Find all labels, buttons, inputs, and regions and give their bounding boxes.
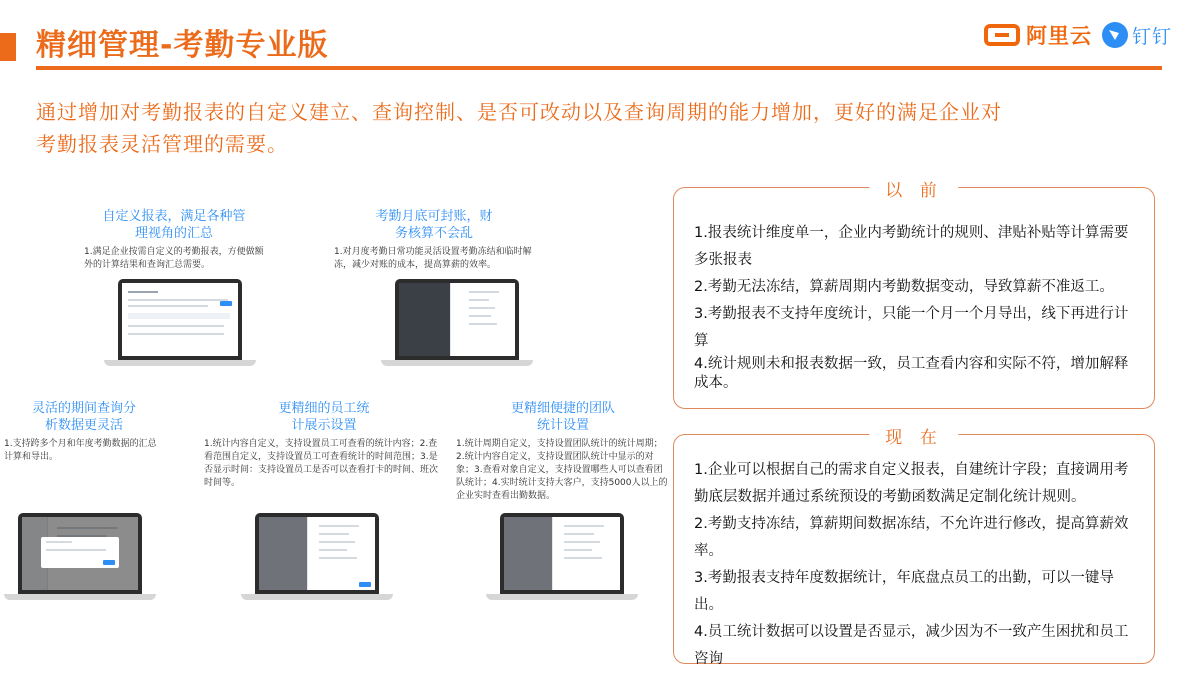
feature-period-query <box>4 400 164 464</box>
laptop-screenshot-report <box>118 279 242 366</box>
feature-desc: 1.对月度考勤日常功能灵活设置考勤冻结和临时解冻，减少对账的成本，提高算薪的效率。 <box>334 247 532 270</box>
now-item: 1.企业可以根据自己的需求自定义报表，自建统计字段；直接调用考勤底层数据并通过系统预设的考勤函数满足定制化统计规则。 <box>694 462 1129 505</box>
before-panel <box>673 181 1155 409</box>
before-item: 4.统计规则未和报表数据一致，员工查看内容和实际不符，增加解释成本。 <box>694 356 1129 391</box>
title-divider <box>36 66 1162 70</box>
brand-logos <box>984 20 1172 50</box>
feature-month-close <box>334 208 534 272</box>
laptop-screenshot-employee <box>255 513 379 600</box>
aliyun-logo <box>984 20 1092 50</box>
feature-title: 灵活的期间查询分析数据更灵活 <box>31 401 136 433</box>
aliyun-logo-icon <box>984 24 1020 46</box>
before-list <box>694 220 1142 393</box>
feature-title: 更精细的员工统计展示设置 <box>278 401 370 433</box>
now-item: 3.考勤报表支持年度数据统计，年底盘点员工的出勤，可以一键导出。 <box>694 570 1114 613</box>
before-item: 2.考勤无法冻结，算薪周期内考勤数据变动，导致算薪不准返工。 <box>694 279 1114 295</box>
laptop-screenshot-freeze <box>395 279 519 366</box>
before-item: 1.报表统计维度单一，企业内考勤统计的规则、津贴补贴等计算需要多张报表 <box>694 225 1129 268</box>
now-panel-label: 现 在 <box>869 423 958 448</box>
feature-desc: 1.满足企业按需自定义的考勤报表，方便做额外的计算结果和查询汇总需要。 <box>84 247 264 270</box>
feature-desc: 1.统计周期自定义，支持设置团队统计的统计周期；2.统计内容自定义，支持设置团队统计中显示的对象；3.查看对象自定义，支持设置哪些人可以查看团队统计；4.实时统计支持大客户，支持5000人以上的企业实时查看出勤数据。 <box>456 439 668 501</box>
feature-employee-stats <box>204 400 444 490</box>
slide-title: 精细管理-考勤专业版 <box>36 28 329 63</box>
now-item: 2.考勤支持冻结，算薪期间数据冻结，不允许进行修改，提高算薪效率。 <box>694 516 1129 559</box>
intro-text: 通过增加对考勤报表的自定义建立、查询控制、是否可改动以及查询周期的能力增加，更好的满足企业对考勤报表灵活管理的需要。 <box>36 100 1002 156</box>
feature-custom-report <box>84 208 264 272</box>
aliyun-logo-text: 阿里云 <box>1025 24 1092 48</box>
before-item: 3.考勤报表不支持年度统计，只能一个月一个月导出，线下再进行计算 <box>694 306 1129 349</box>
feature-title: 自定义报表，满足各种管理视角的汇总 <box>102 209 246 241</box>
feature-desc: 1.支持跨多个月和年度考勤数据的汇总计算和导出。 <box>4 439 157 462</box>
feature-title: 更精细便捷的团队统计设置 <box>510 401 615 433</box>
feature-desc: 1.统计内容自定义，支持设置员工可查看的统计内容；2.查看范围自定义，支持设置员工可查看统计的时间范围；3.是否显示时间：支持设置员工是否可以查看打卡的时间、班次时间等。 <box>204 439 439 488</box>
before-panel-label: 以 前 <box>869 176 958 201</box>
title-accent-bar <box>0 33 16 61</box>
dingtalk-logo <box>1102 22 1172 49</box>
dingtalk-logo-text: 钉钉 <box>1131 25 1172 48</box>
feature-team-stats <box>456 400 670 503</box>
now-list <box>694 457 1142 673</box>
laptop-screenshot-team <box>500 513 624 600</box>
now-panel <box>673 428 1155 667</box>
laptop-screenshot-query <box>18 513 142 600</box>
now-item: 4.员工统计数据可以设置是否显示，减少因为不一致产生困扰和员工咨询 <box>694 624 1129 667</box>
feature-title: 考勤月底可封账，财务核算不会乱 <box>375 209 493 241</box>
dingtalk-logo-icon <box>1102 22 1128 48</box>
